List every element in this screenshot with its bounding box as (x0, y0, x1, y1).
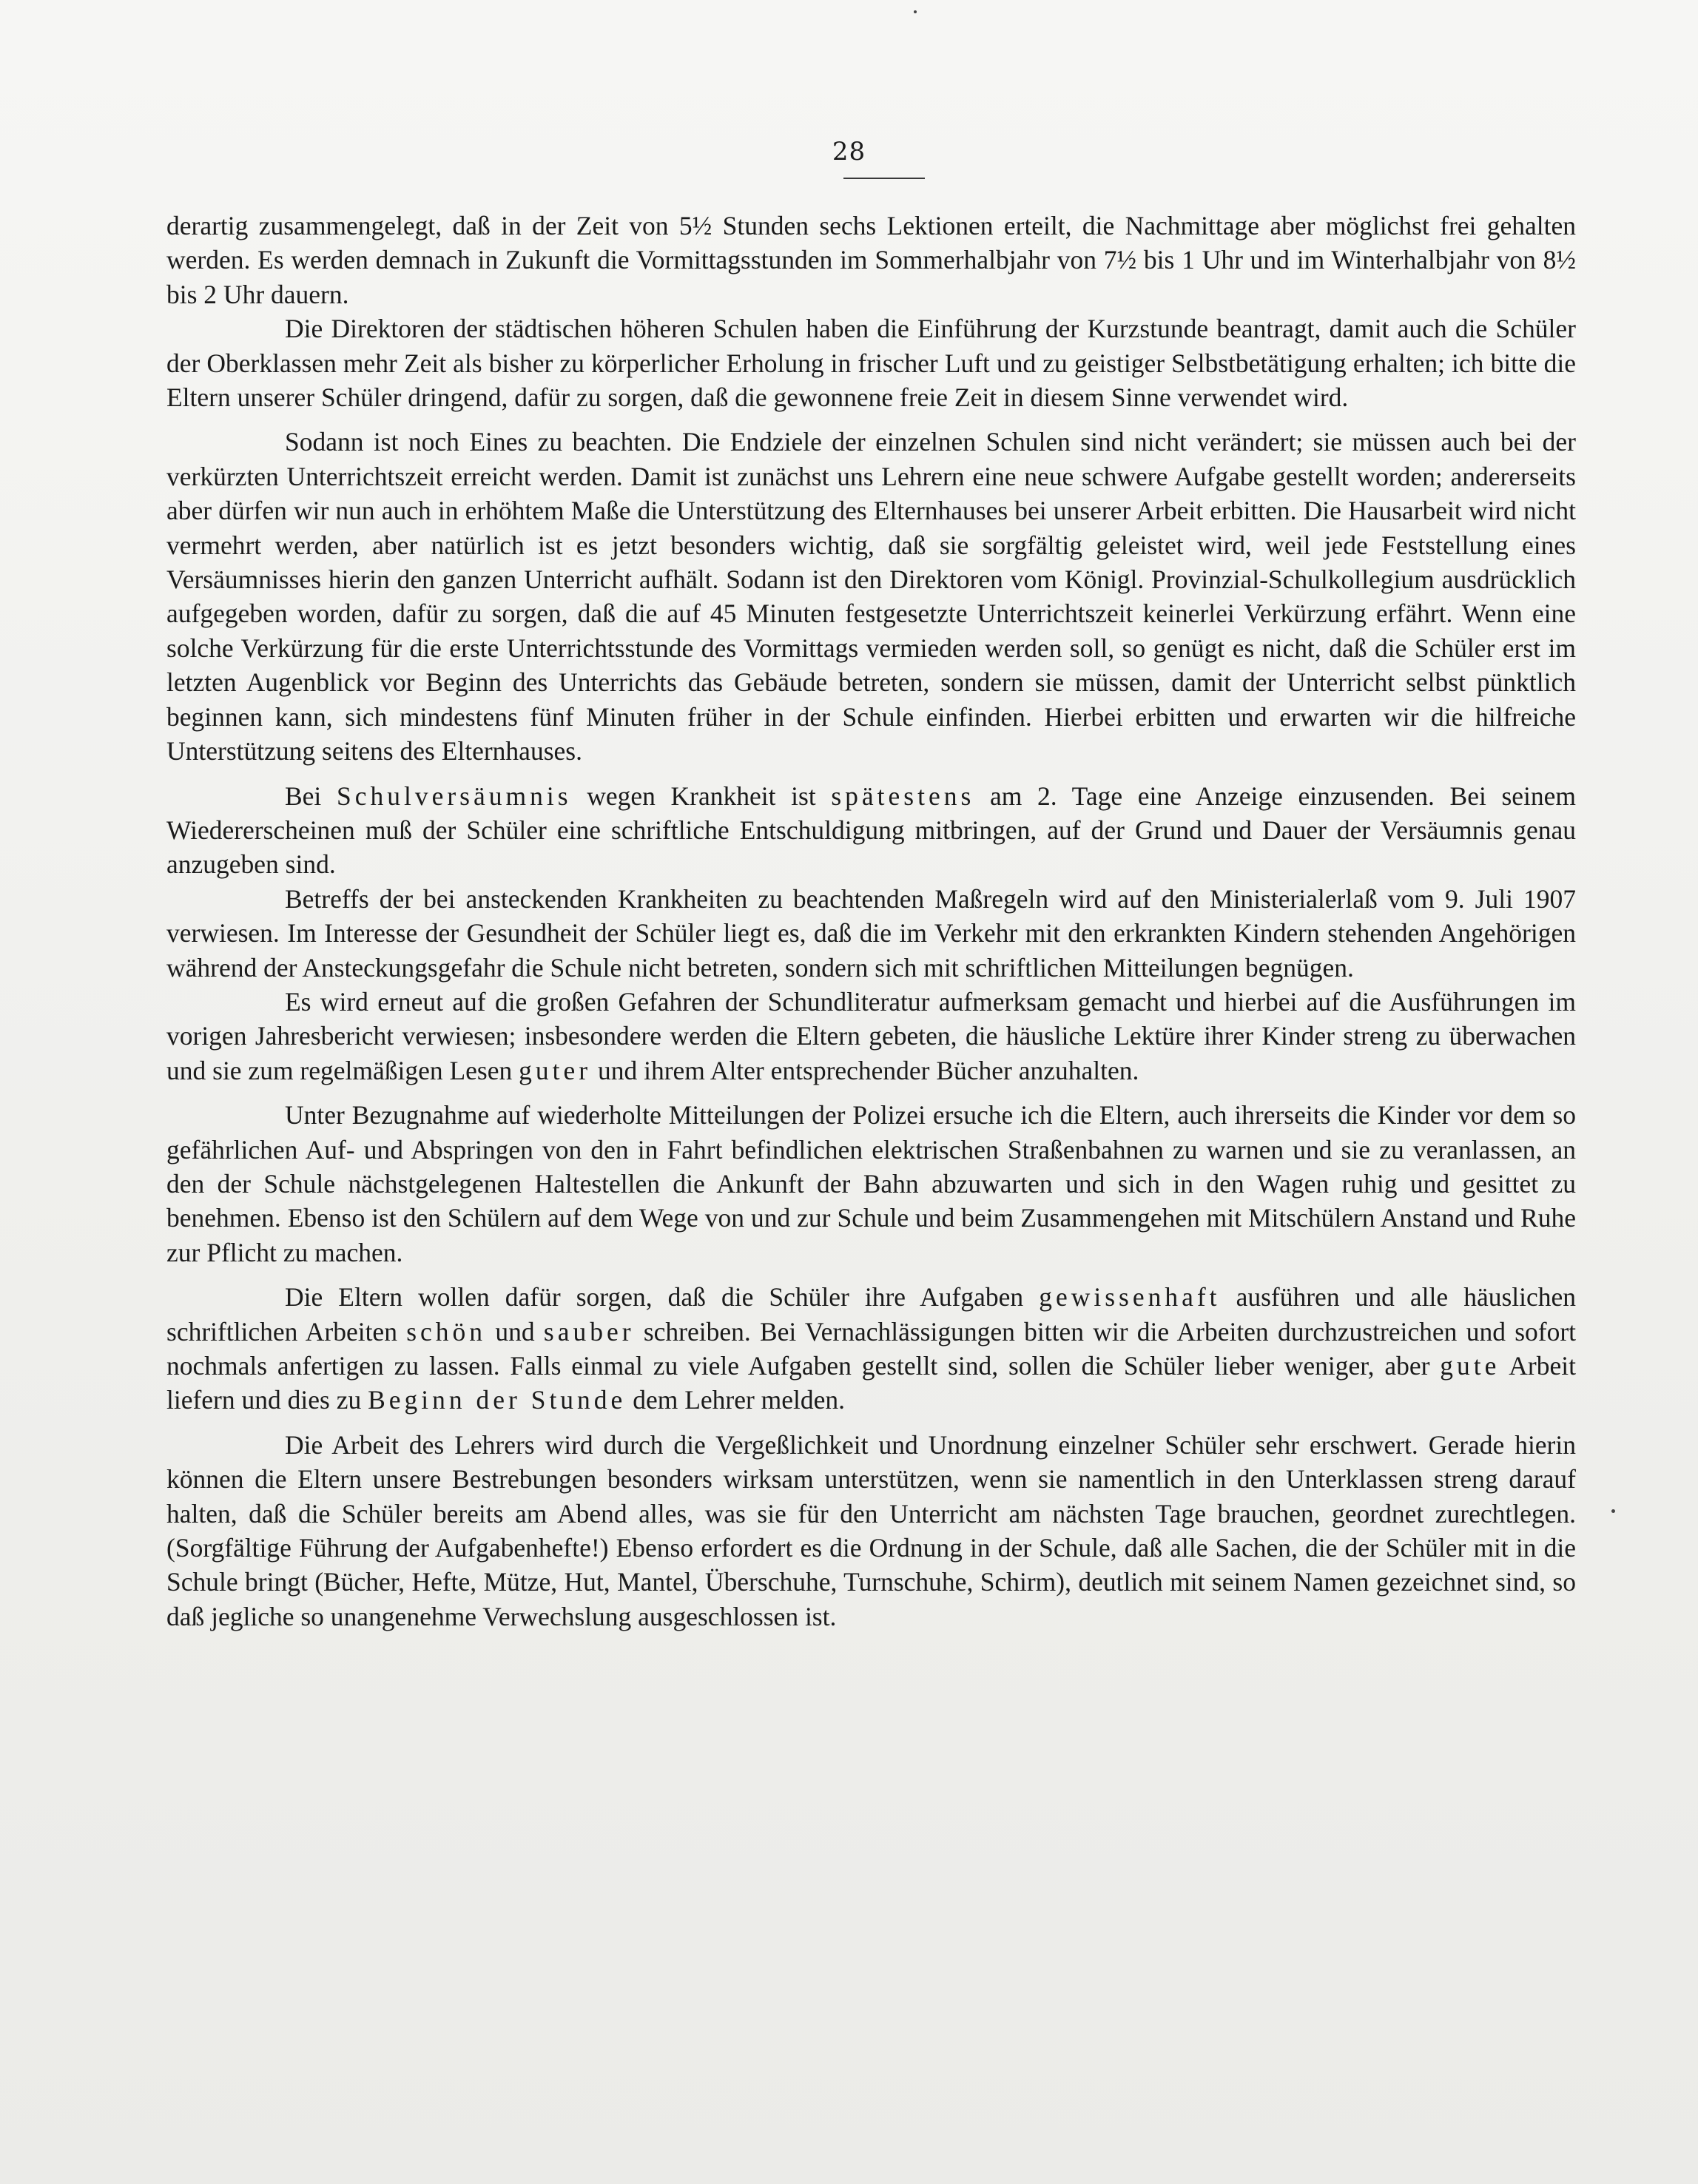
paragraph-continuation: derartig zusammengelegt, daß in der Zeit von 5½ Stunden sechs Lektionen erteilt, die Nachmittage aber möglichst frei gehalten werden. Es werden demnach in Zukunft die Vormittagsstunden im Sommerhalbjahr von 7½ bis 1 Uhr und im Winterhalbjahr von 8½ bis 2 Uhr dauern. (166, 211, 1576, 309)
text-run: dem Lehrer melden. (633, 1385, 846, 1415)
paragraph-schundliteratur (166, 985, 1576, 1088)
text-run: ausführen und alle häuslichen schriftlichen Arbeiten (166, 1282, 1577, 1347)
emphasis-spaced: gute (1440, 1351, 1500, 1381)
emphasis-spaced: spätestens (831, 781, 975, 811)
paragraph-kurzstunde: Die Direktoren der städtischen höheren Schulen haben die Einführung der Kurzstunde beantragt, damit auch die Schüler der Oberklassen mehr Zeit als bisher zu körperlicher Erholung in frischer Luft und zu geistiger Selbstbetätigung erhalten; ich bitte die Eltern unserer Schüler dringend, dafür zu sorgen, daß die gewonnene freie Zeit in diesem Sinne verwendet wird. (166, 314, 1576, 413)
text-run: Arbeit liefern und dies zu (166, 1351, 1576, 1415)
paragraph-endziele: Sodann ist noch Eines zu beachten. Die Endziele der einzelnen Schulen sind nicht verändert; sie müssen auch bei der verkürzten Unterrichtszeit erreicht werden. Damit ist zunächst uns Lehrern eine neue schwere Aufgabe gestellt worden; andererseits aber dürfen wir nun auch in erhöhtem Maße die Unterstützung des Elternhauses bei unserer Arbeit erbitten. Die Hausarbeit wird nicht vermehrt werden, aber natürlich ist es jetzt besonders wichtig, daß sie sorgfältig geleistet wird, weil jede Feststellung eines Versäumnisses hierin den ganzen Unterricht aufhält. Sodann ist den Direktoren vom Königl. Provinzial-Schulkollegium ausdrücklich aufgegeben worden, dafür zu sorgen, daß die auf 45 Minuten festgesetzte Unterrichtszeit keinerlei Verkürzung erfährt. Wenn eine solche Verkürzung für die erste Unterrichtsstunde des Vormittags vermieden werden soll, so genügt es nicht, daß die Schüler erst im letzten Augenblick vor Beginn des Unterrichts das Gebäude betreten, sondern sie müssen, damit der Unterricht selbst pünktlich beginnen kann, sich mindestens fünf Minuten früher in der Schule einfinden. Hierbei erbitten und erwarten wir die hilfreiche Unterstützung seitens des Elternhauses. (166, 427, 1576, 766)
emphasis-spaced: sauber (543, 1316, 635, 1347)
emphasis-spaced: guter (519, 1055, 592, 1085)
emphasis-spaced: Schulversäumnis (336, 781, 572, 811)
emphasis-spaced: Beginn der Stunde (368, 1385, 627, 1415)
text-run: am 2. Tage eine Anzeige einzusenden. Bei seinem Wiedererscheinen muß der Schüler eine schriftliche Entschuldigung mitbringen, auf der Grund und Dauer der Versäumnis genau anzugeben sind. (166, 781, 1577, 880)
paragraph-ordnung: Die Arbeit des Lehrers wird durch die Vergeßlichkeit und Unordnung einzelner Schüler sehr erschwert. Gerade hierin können die Eltern unsere Bestrebungen besonders wirksam unterstützen, wenn sie namentlich in den Unterklassen streng darauf halten, daß die Schüler bereits am Abend alles, was sie für den Unterricht am nächsten Tage brauchen, geordnet zurechtlegen. (Sorgfältige Führung der Aufgabenhefte!) Ebenso erfordert es die Ordnung in der Schule, daß alle Sachen, die der Schüler mit in die Schule bringt (Bücher, Hefte, Mütze, Hut, Mantel, Überschuhe, Turnschuhe, Schirm), deutlich mit seinem Namen gezeichnet sind, so daß jegliche so unangenehme Verwechslung ausgeschlossen ist. (166, 1429, 1576, 1631)
paragraph-krankheiten: Betreffs der bei ansteckenden Krankheiten zu beachtenden Maßregeln wird auf den Ministerialerlaß vom 9. Juli 1907 verwiesen. Im Interesse der Gesundheit der Schüler liegt es, daß die im Verkehr mit den erkrankten Kindern stehenden Angehörigen während der Ansteckungsgefahr die Schule nicht betreten, sondern sich mit schriftlichen Mitteilungen begnügen. (166, 883, 1576, 983)
text-run: Es wird erneut auf die großen Gefahren der Schundliteratur aufmerksam gemacht und hierbei auf die Ausführungen im vorigen Jahresbericht verwiesen; insbesondere werden die Eltern gebeten, die häusliche Lektüre ihrer Kinder streng zu überwachen und sie zum regelmäßigen Lesen (166, 986, 1576, 1085)
text-run: und ihrem Alter entsprechender Bücher anzuhalten. (597, 1055, 1139, 1085)
scan-speck (914, 10, 917, 13)
text-run: und (495, 1316, 535, 1347)
text-run: schreiben. Bei Vernachlässigungen bitten wir die Arbeiten durchzustreichen und sofort nochmals anfertigen zu lassen. Falls einmal zu viele Aufgaben gestellt sind, sollen die Schüler lieber weniger, aber (166, 1316, 1577, 1381)
emphasis-spaced: schön (406, 1316, 487, 1347)
paragraph-schulversaeumnis (166, 779, 1576, 882)
page-number-container (0, 137, 1698, 174)
text-run: Bei (285, 781, 322, 811)
page-number-rule (843, 178, 925, 179)
text-run: Die Eltern wollen dafür sorgen, daß die Schüler ihre Aufgaben (285, 1282, 1024, 1312)
paragraph-aufgaben (166, 1280, 1576, 1418)
body-text (166, 209, 1576, 1634)
emphasis-spaced: gewissenhaft (1039, 1282, 1221, 1312)
paragraph-strassenbahn: Unter Bezugnahme auf wiederholte Mitteilungen der Polizei ersuche ich die Eltern, auch ihrerseits die Kinder vor dem so gefährlichen Auf- und Abspringen von den in Fahrt befindlichen elektrischen Straßenbahnen zu warnen und sie zu veranlassen, an den der Schule nächstgelegenen Haltestellen die Ankunft der Bahn abzuwarten und sich in den Wagen ruhig und gesittet zu benehmen. Ebenso ist den Schülern auf dem Wege von und zur Schule und beim Zusammengehen mit Mitschülern Anstand und Ruhe zur Pflicht zu machen. (166, 1100, 1576, 1267)
page-number: 28 (832, 137, 866, 166)
text-run: wegen Krankheit ist (587, 781, 816, 811)
scan-speck (1611, 1509, 1615, 1513)
